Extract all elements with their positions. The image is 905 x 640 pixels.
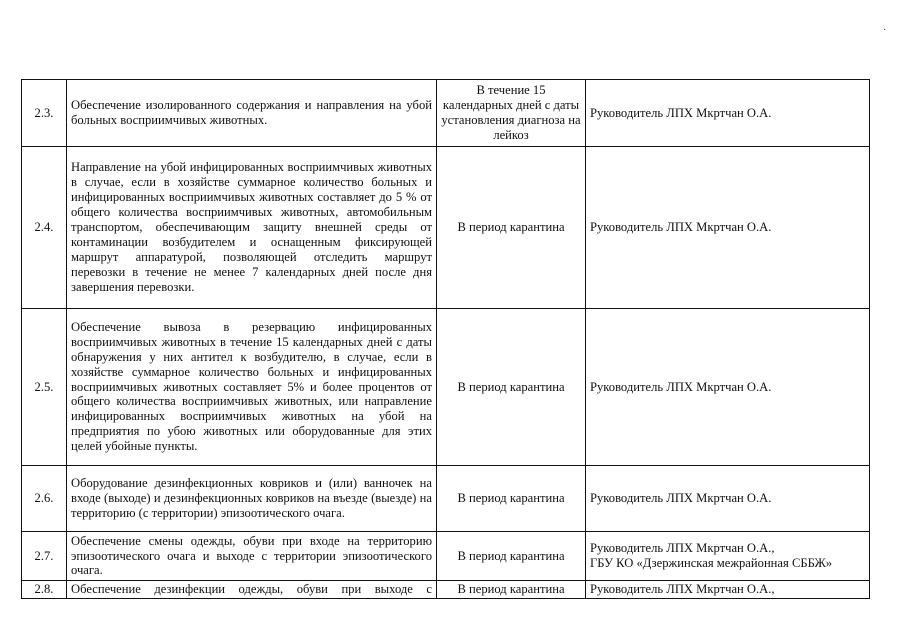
row-number: 2.8. xyxy=(22,581,67,599)
row-number: 2.5. xyxy=(22,309,67,466)
measure-description: Обеспечение смены одежды, обуви при входе на территорию эпизоотического очага и выходе с территории эпизоотического очага. xyxy=(67,532,437,581)
measure-term: В период карантина xyxy=(437,147,586,309)
measure-term: В период карантина xyxy=(437,309,586,466)
measure-term: В период карантина xyxy=(437,466,586,532)
measure-term: В период карантина xyxy=(437,581,586,599)
table-row xyxy=(22,581,870,599)
responsible-line: Руководитель ЛПХ Мкртчан О.А. xyxy=(590,491,772,506)
table-row xyxy=(22,309,870,466)
measure-responsible xyxy=(586,466,870,532)
measure-description: Направление на убой инфицированных восприимчивых животных в случае, если в хозяйстве суммарное количество больных и инфицированных восприимчивых животных составляет до 5 % от общего количества восприимчивых животных, автомобильным транспортом, обеспечивающим защиту внешней среды от контаминации возбудителем и оснащенным фиксирующей маршрут аппаратурой, позволяющей отследить маршрут перевозки в течение не менее 7 календарных дней после дня завершения перевозки. xyxy=(67,147,437,309)
measure-responsible xyxy=(586,532,870,581)
table-row xyxy=(22,147,870,309)
measure-term: В течение 15 календарных дней с даты установления диагноза на лейкоз xyxy=(437,80,586,147)
measure-description: Оборудование дезинфекционных ковриков и (или) ванночек на входе (выходе) и дезинфекционных ковриков на въезде (выезде) на территорию (с территории) эпизоотического очага. xyxy=(67,466,437,532)
responsible-line: Руководитель ЛПХ Мкртчан О.А. xyxy=(590,379,772,394)
measures-table xyxy=(21,79,870,599)
table-row xyxy=(22,532,870,581)
measure-description: Обеспечение изолированного содержания и направления на убой больных восприимчивых животных. xyxy=(67,80,437,147)
page-corner-mark: · xyxy=(883,25,887,36)
measure-responsible xyxy=(586,581,870,599)
measure-responsible xyxy=(586,80,870,147)
measure-term: В период карантина xyxy=(437,532,586,581)
measure-description: Обеспечение вывоза в резервацию инфицированных восприимчивых животных в течение 15 календарных дней с даты обнаружения у них антител к возбудителю, в случае, если в хозяйстве суммарное количество больных и инфицированных восприимчивых животных составляет 5% и более процентов от общего количества восприимчивых животных, или направление инфицированных восприимчивых животных на убой на предприятия по убою животных или оборудованные для этих целей убойные пункты. xyxy=(67,309,437,466)
responsible-line: Руководитель ЛПХ Мкртчан О.А. xyxy=(590,220,772,235)
row-number: 2.4. xyxy=(22,147,67,309)
responsible-line: Руководитель ЛПХ Мкртчан О.А. xyxy=(590,105,772,120)
measure-responsible xyxy=(586,147,870,309)
responsible-line: ГБУ КО «Дзержинская межрайонная СББЖ» xyxy=(590,556,833,570)
table-row xyxy=(22,80,870,147)
row-number: 2.3. xyxy=(22,80,67,147)
responsible-line: Руководитель ЛПХ Мкртчан О.А., xyxy=(590,582,775,596)
table-row xyxy=(22,466,870,532)
row-number: 2.6. xyxy=(22,466,67,532)
responsible-line: Руководитель ЛПХ Мкртчан О.А., xyxy=(590,541,775,556)
measure-responsible xyxy=(586,309,870,466)
row-number: 2.7. xyxy=(22,532,67,581)
measure-description: Обеспечение дезинфекции одежды, обуви при выходе с xyxy=(67,581,437,599)
